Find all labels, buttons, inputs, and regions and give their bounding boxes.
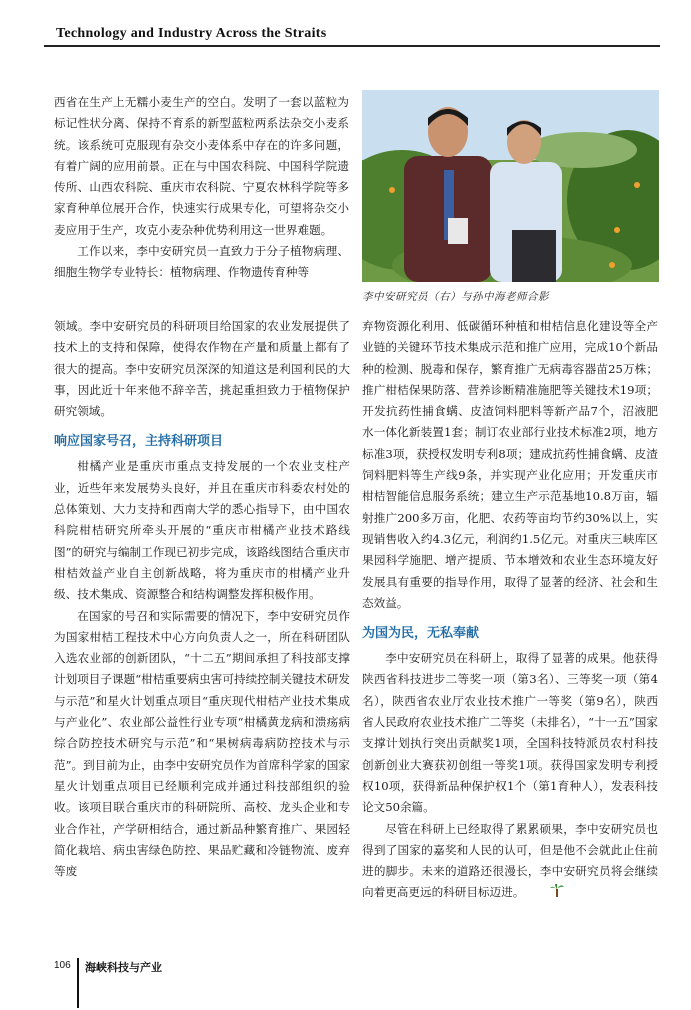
paragraph: 在国家的号召和实际需要的情况下，李中安研究员作为国家柑桔工程技术中心方向负责人之一，所在科研团队入选农业部的创新团队，“十二五”期间承担了科技部支撑计划项目子课题“柑桔重要病虫害可持续控制关键技术研发与示范”和星火计划重点项目“重庆现代柑桔产业技术集成与产业化”、农业部公益性行业专项“柑橘黄龙病和溃疡病综合防控技术研究与示范”和“果树病毒病防控技术与示范”。到目前为止，由李中安研究员作为首席科学家的国家星火计划重点项目已经顺利完成并通过科技部组织的验收。该项目联合重庆市的科研院所、高校、龙头企业和专业合作社，产学研相结合，通过新品种繁育推广、果园轻简化栽培、病虫害绿色防控、果品贮藏和冷链物流、废弃等废 <box>54 608 350 879</box>
left-column-top <box>54 92 349 284</box>
paragraph: 工作以来，李中安研究员一直致力于分子植物病理、细胞生物学专业特长：植物病理、作物遗传育种等 <box>54 244 349 280</box>
running-header-title: Technology and Industry Across the Straits <box>56 26 327 41</box>
paragraph <box>362 819 658 905</box>
paragraph: 西省在生产上无糯小麦生产的空白。发明了一套以蓝粒为标记性状分离、保持不育系的新型蓝粒两系法杂交小麦系统。该系统可克服现有杂交小麦体系中存在的许多问题，有着广阔的应用前景。正在与中国农科院、中国科学院遗传所、山西农科院、重庆市农科院、宁夏农林科学院等多家育种单位展开合作，快速实行成果专化，可望将杂交小麦应用于生产，攻克小麦杂种优势利用这一世界难题。 <box>54 95 349 237</box>
paragraph: 弃物资源化利用、低碳循环种植和柑桔信息化建设等全产业链的关键环节技术集成示范和推广应用，完成10个新品种的检测、脱毒和保存，繁育推广无病毒容器苗25万株；推广柑桔保果防落、营养诊断精准施肥等关键技术19项；开发抗药性捕食螨、皮渣饲料肥料等新产品7个，沼液肥水一体化新装置1套；制订农业部行业技术标准2项，地方标准3项，获授权发明专利8项；建成抗药性捕食螨、皮渣饲料肥料等生产线9条，并实现产业化应用；开发重庆市柑桔智能信息服务系统；建立生产示范基地10.8万亩，辐射推广200多万亩，化肥、农药等亩均节约30%以上，实现销售收入约4.3亿元，利润约1.5亿元。对重庆三峡库区果园科学施肥、增产提质、节本增效和农业生态环境友好发展具有重要的指导作用，取得了显著的经济、社会和生态效益。 <box>362 319 658 610</box>
palm-tree-icon <box>526 883 563 904</box>
footer-divider <box>77 958 79 1008</box>
section-heading: 为国为民，无私奉献 <box>362 626 480 642</box>
paragraph: 李中安研究员在科研上，取得了显著的成果。他获得陕西省科技进步二等奖一项（第3名）、三等奖一项（第4名），陕西省农业厅农业技术推广一等奖（第9名），陕西省人民政府农业技术推广二等奖（未排名），“十一五”国家支撑计划执行突出贡献奖1项，全国科技特派员农村科技创新创业大赛获初创组一等奖1项。获得国家发明专利授权10项，获得新品种保护权1个（第1育种人），发表科技论文50余篇。 <box>362 651 658 815</box>
right-column <box>362 316 658 904</box>
left-column-bottom <box>54 316 350 882</box>
photo-illustration <box>362 90 659 282</box>
page-number: 106 <box>54 960 71 971</box>
header-rule <box>44 45 660 47</box>
paragraph: 柑橘产业是重庆市重点支持发展的一个农业支柱产业，近些年来发展势头良好，并且在重庆市科委农村处的总体策划、大力支持和西南大学的悉心指导下，由中国农科院柑桔研究所牵头开展的“重庆市柑橘产业技术路线图”的研究与编制工作现已初步完成，该路线图结合重庆市柑桔效益产业自主创新战略，将为重庆市的柑橘产业升级、技术集成、资源整合和结构调整发挥积极作用。 <box>54 459 350 602</box>
paragraph: 领域。李中安研究员的科研项目给国家的农业发展提供了技术上的支持和保障，使得农作物在产量和质量上都有了很大的提高。李中安研究员深深的知道这是利国利民的大事，因此近十年来他不辞辛苦，挑起重担致力于植物保护研究领域。 <box>54 319 350 419</box>
photo-caption: 李中安研究员（右）与孙中海老师合影 <box>362 291 549 303</box>
portrait-photo <box>362 90 659 282</box>
section-heading: 响应国家号召，主持科研项目 <box>54 434 224 450</box>
journal-name: 海峡科技与产业 <box>85 961 162 974</box>
paragraph-text: 尽管在科研上已经取得了累累硕果，李中安研究员也得到了国家的嘉奖和人民的认可，但是他不会就此止住前进的脚步。未来的道路还很漫长，李中安研究员将会继续向着更高更远的科研目标迈进。 <box>362 821 658 900</box>
